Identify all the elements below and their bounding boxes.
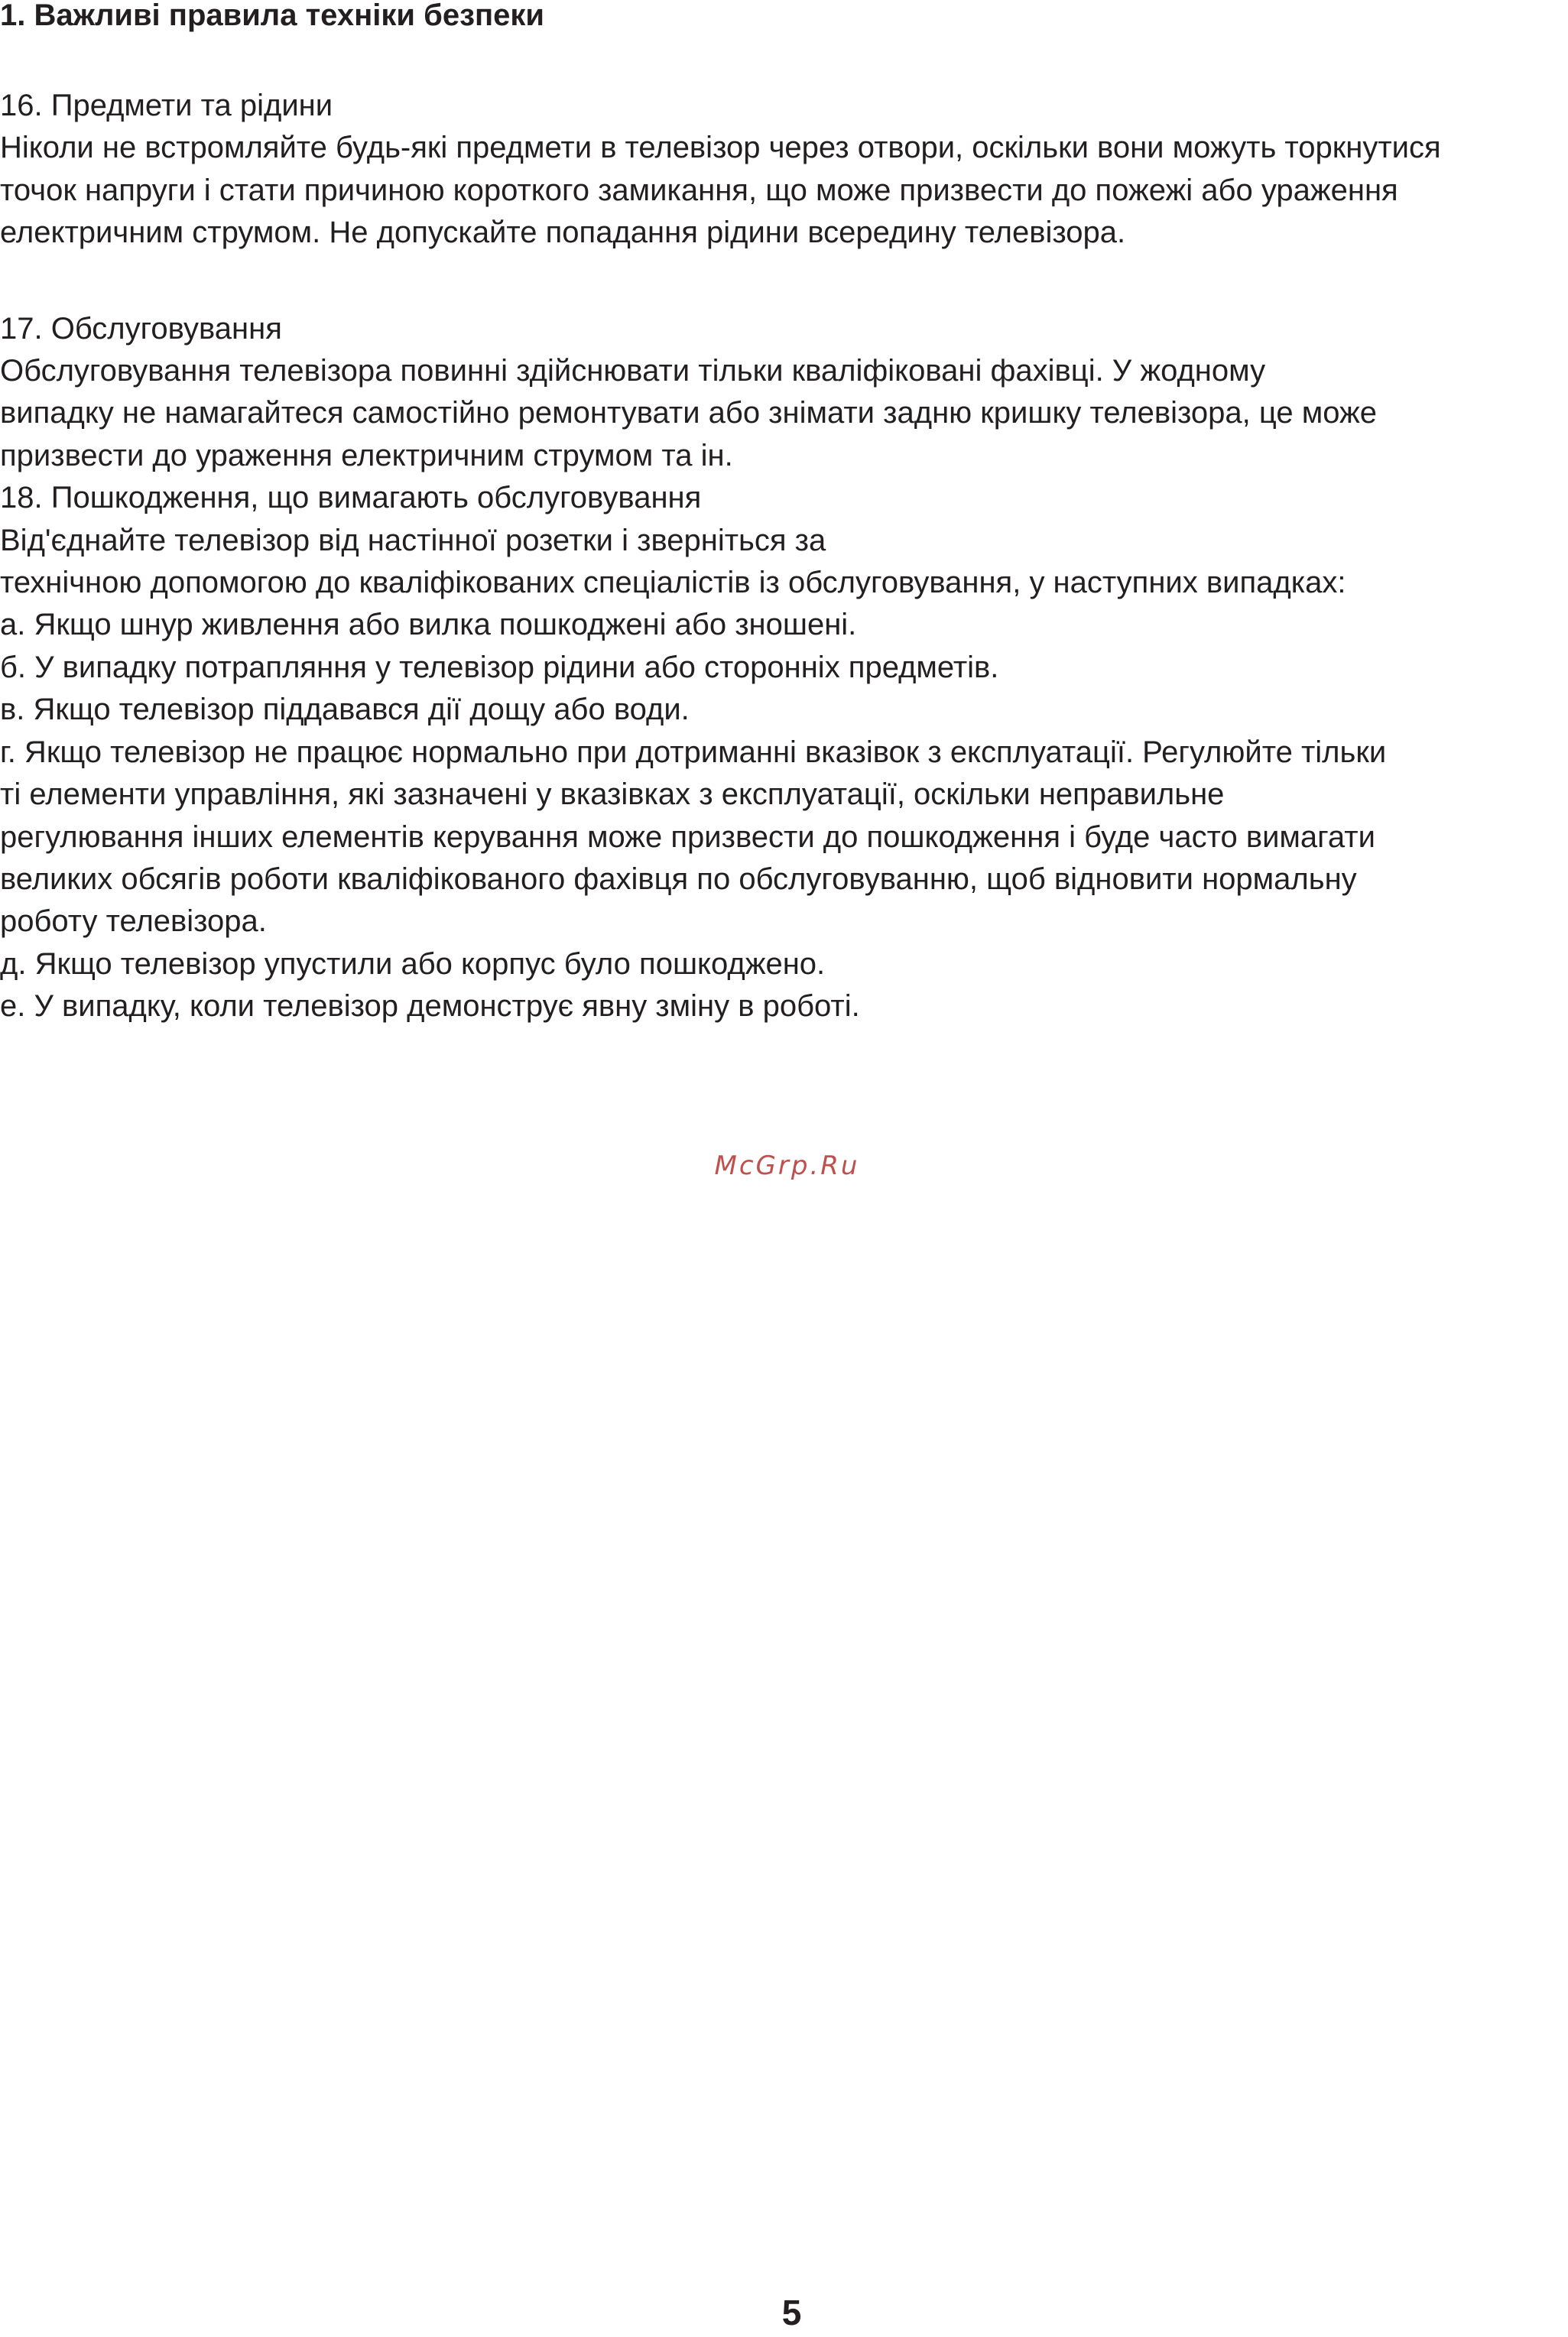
paragraph-line: електричним струмом. Не допускайте попадання рідини всередину телевізора. xyxy=(0,216,1126,250)
section-16 xyxy=(0,85,1568,255)
paragraph-line: великих обсягів роботи кваліфікованого фахівця по обслуговуванню, щоб відновити нормальну xyxy=(0,862,1357,896)
list-item: б. У випадку потрапляння у телевізор рідини або сторонніх предметів. xyxy=(0,650,999,684)
watermark: McGrp.Ru xyxy=(714,1151,860,1181)
section-17 xyxy=(0,308,1568,478)
list-item: г. Якщо телевізор не працює нормально при дотриманні вказівок з експлуатації. Регулюйте тільки xyxy=(0,735,1387,769)
section-title: 16. Предмети та рідини xyxy=(0,89,333,122)
list-item: в. Якщо телевізор піддавався дії дощу або води. xyxy=(0,693,690,727)
paragraph-line: Від'єднайте телевізор від настінної розетки і зверніться за xyxy=(0,523,826,557)
list-item: д. Якщо телевізор упустили або корпус було пошкоджено. xyxy=(0,946,826,981)
paragraph-line: Ніколи не встромляйте будь-які предмети в телевізор через отвори, оскільки вони можуть торкнутися xyxy=(0,131,1441,165)
page-content xyxy=(0,0,1568,1028)
paragraph-line: регулювання інших елементів керування може призвести до пошкодження і буде часто вимагати xyxy=(0,820,1375,854)
list-item: е. У випадку, коли телевізор демонструє явну зміну в роботі. xyxy=(0,989,860,1024)
list-item: а. Якщо шнур живлення або вилка пошкоджені або зношені. xyxy=(0,608,857,642)
paragraph-line: призвести до ураження електричним струмом та ін. xyxy=(0,438,733,472)
paragraph-line: випадку не намагайтеся самостійно ремонтувати або знімати задню кришку телевізора, це може xyxy=(0,396,1377,430)
section-title: 17. Обслуговування xyxy=(0,311,282,346)
section-title: 18. Пошкодження, що вимагають обслуговування xyxy=(0,481,702,515)
page-number: 5 xyxy=(781,2293,802,2332)
chapter-heading: 1. Важливі правила техніки безпеки xyxy=(0,0,544,32)
paragraph-line: ті елементи управління, які зазначені у вказівках з експлуатації, оскільки неправильне xyxy=(0,777,1225,812)
paragraph-line: Обслуговування телевізора повинні здійснювати тільки кваліфіковані фахівці. У жодному xyxy=(0,354,1266,388)
section-18 xyxy=(0,477,1568,1027)
paragraph-line: точок напруги і стати причиною короткого замикання, що може призвести до пожежі або ураження xyxy=(0,173,1398,207)
paragraph-line: технічною допомогою до кваліфікованих спеціалістів із обслуговування, у наступних випадках: xyxy=(0,566,1346,600)
paragraph-line: роботу телевізора. xyxy=(0,904,267,939)
